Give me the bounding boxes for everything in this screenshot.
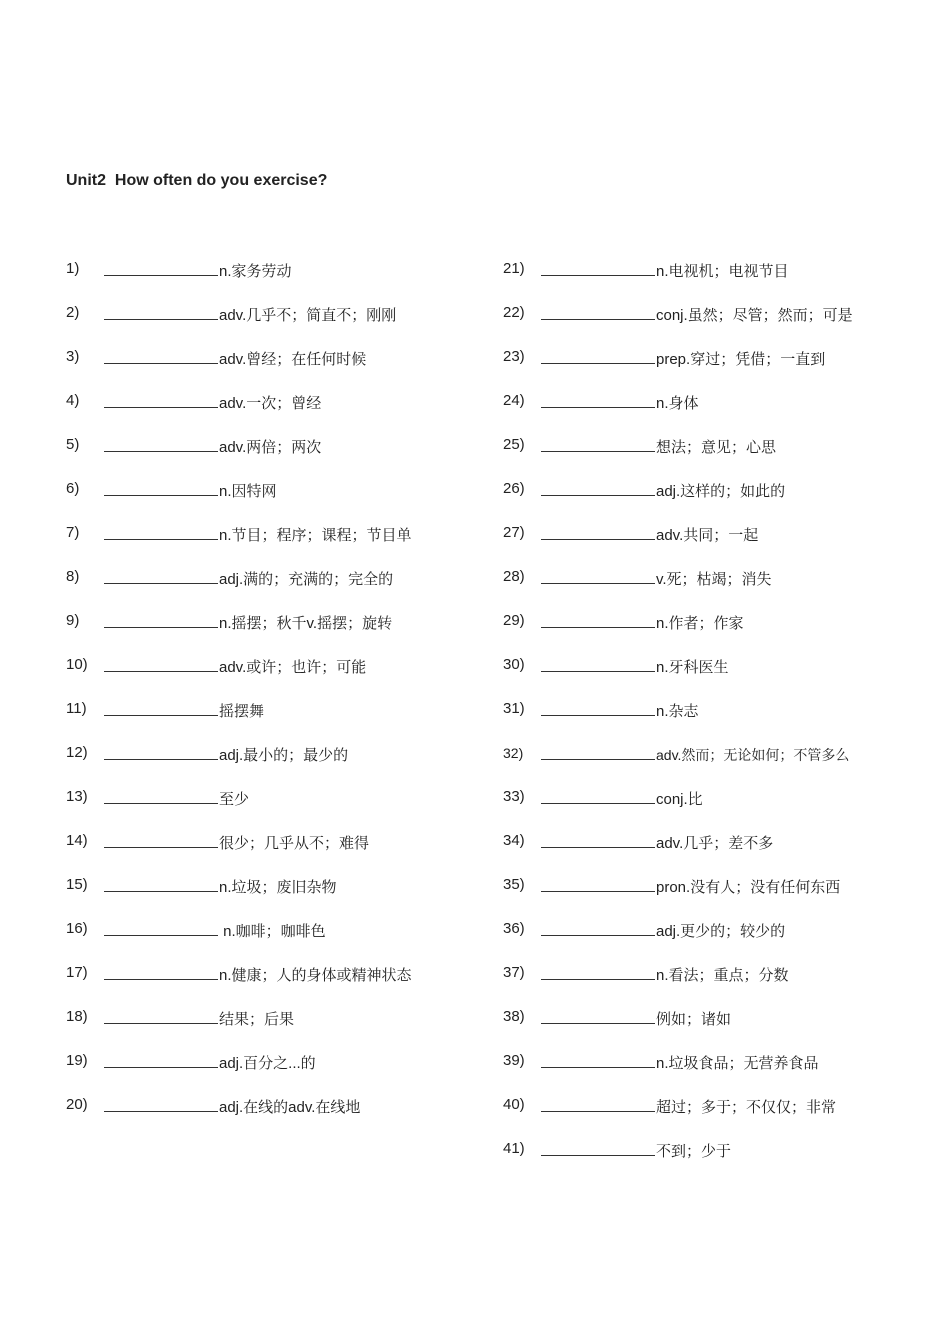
definition: n.健康；人的身体或精神状态 [219,967,412,984]
page-title: Unit2 How often do you exercise? [66,172,328,189]
item-number: 33) [503,788,525,805]
answer-blank[interactable] [541,610,655,628]
list-item [66,610,466,654]
definition: 想法；意见；心思 [656,439,777,456]
list-item [503,830,903,874]
answer-blank[interactable] [104,962,218,980]
definition: 例如；诸如 [656,1011,732,1028]
item-number: 28) [503,568,525,585]
list-item [66,698,466,742]
item-number: 4) [66,392,80,409]
list-item [66,1050,466,1094]
list-item [503,786,903,830]
definition: prep.穿过；凭借；一直到 [656,351,826,368]
definition: adv.一次；曾经 [219,395,322,412]
item-number: 29) [503,612,525,629]
item-number: 18) [66,1008,88,1025]
answer-blank[interactable] [104,742,218,760]
answer-blank[interactable] [104,830,218,848]
definition: n.咖啡；咖啡色 [219,923,326,940]
item-number: 25) [503,436,525,453]
list-item [66,346,466,390]
item-number: 1) [66,260,80,277]
definition: adj.最小的；最少的 [219,747,349,764]
item-number: 12) [66,744,88,761]
item-number: 32) [503,745,524,761]
definition: n.作者；作家 [656,615,744,632]
answer-blank[interactable] [541,698,655,716]
definition: adv.几乎；差不多 [656,835,774,852]
item-number: 15) [66,876,88,893]
item-number: 35) [503,876,525,893]
item-number: 16) [66,920,88,937]
list-item [66,830,466,874]
left-column [66,258,466,1138]
definition: n.垃圾食品；无营养食品 [656,1055,819,1072]
answer-blank[interactable] [541,1138,655,1156]
right-column [503,258,903,1182]
list-item [66,434,466,478]
definition: n.牙科医生 [656,659,729,676]
item-number: 2) [66,304,80,321]
answer-blank[interactable] [541,434,655,452]
list-item [66,918,466,962]
list-item [66,258,466,302]
definition: 很少；几乎从不；难得 [219,835,370,852]
definition: adj.这样的；如此的 [656,483,786,500]
definition: adv.或许；也许；可能 [219,659,367,676]
answer-blank[interactable] [104,874,218,892]
item-number: 26) [503,480,525,497]
list-item [503,1006,903,1050]
answer-blank[interactable] [541,478,655,496]
item-number: 10) [66,656,88,673]
answer-blank[interactable] [541,390,655,408]
list-item [503,610,903,654]
answer-blank[interactable] [541,566,655,584]
answer-blank[interactable] [541,302,655,320]
list-item [503,654,903,698]
definition: conj.比 [656,791,703,808]
item-number: 7) [66,524,80,541]
list-item [503,434,903,478]
item-number: 9) [66,612,80,629]
answer-blank[interactable] [104,258,218,276]
list-item [503,478,903,522]
answer-blank[interactable] [104,390,218,408]
definition: adv.共同；一起 [656,527,759,544]
answer-blank[interactable] [541,1006,655,1024]
list-item [66,742,466,786]
answer-blank[interactable] [541,918,655,936]
definition: adj.百分之...的 [219,1055,316,1072]
item-number: 23) [503,348,525,365]
list-item [503,346,903,390]
definition: conj.虽然；尽管；然而；可是 [656,307,853,324]
item-number: 20) [66,1096,88,1113]
answer-blank[interactable] [104,1094,218,1112]
item-number: 8) [66,568,80,585]
answer-blank[interactable] [541,1050,655,1068]
answer-blank[interactable] [541,258,655,276]
list-item [66,522,466,566]
list-item [66,302,466,346]
item-number: 38) [503,1008,525,1025]
definition: n.身体 [656,395,699,412]
list-item [503,1094,903,1138]
definition: 超过；多于；不仅仅；非常 [656,1099,837,1116]
answer-blank[interactable] [541,346,655,364]
answer-blank[interactable] [541,786,655,804]
list-item [66,566,466,610]
list-item [503,918,903,962]
item-number: 37) [503,964,525,981]
answer-blank[interactable] [104,1006,218,1024]
list-item [503,1138,903,1182]
item-number: 36) [503,920,525,937]
answer-blank[interactable] [104,654,218,672]
definition: n.节目；程序；课程；节目单 [219,527,412,544]
definition: n.因特网 [219,483,277,500]
answer-blank[interactable] [541,742,655,760]
definition: n.电视机；电视节目 [656,263,789,280]
answer-blank[interactable] [104,698,218,716]
definition: n.垃圾；废旧杂物 [219,879,337,896]
list-item [66,478,466,522]
definition: 至少 [219,791,250,808]
answer-blank[interactable] [104,786,218,804]
definition: adv.几乎不；简直不；刚刚 [219,307,397,324]
definition: pron.没有人；没有任何东西 [656,879,841,896]
definition: adj.满的；充满的；完全的 [219,571,394,588]
item-number: 14) [66,832,88,849]
answer-blank[interactable] [541,1094,655,1112]
item-number: 11) [66,700,87,717]
item-number: 3) [66,348,80,365]
definition: adv.两倍；两次 [219,439,322,456]
definition: adj.更少的；较少的 [656,923,786,940]
list-item [503,302,903,346]
list-item [503,742,903,786]
item-number: 40) [503,1096,525,1113]
list-item [66,654,466,698]
list-item [66,390,466,434]
answer-blank[interactable] [104,434,218,452]
item-number: 41) [503,1140,525,1157]
list-item [503,1050,903,1094]
list-item [66,1006,466,1050]
item-number: 22) [503,304,525,321]
list-item [66,1094,466,1138]
answer-blank[interactable] [104,566,218,584]
list-item [503,962,903,1006]
answer-blank[interactable] [104,522,218,540]
item-number: 27) [503,524,525,541]
item-number: 19) [66,1052,88,1069]
definition: n.家务劳动 [219,263,292,280]
answer-blank[interactable] [541,522,655,540]
definition: 摇摆舞 [219,703,265,720]
list-item [503,522,903,566]
definition: 不到；少于 [656,1143,732,1160]
answer-blank[interactable] [104,1050,218,1068]
list-item [66,786,466,830]
list-item [66,962,466,1006]
item-number: 31) [503,700,525,717]
list-item [503,390,903,434]
list-item [503,258,903,302]
list-item [503,566,903,610]
item-number: 34) [503,832,525,849]
item-number: 17) [66,964,88,981]
definition: adv.然而；无论如何；不管多么 [656,747,850,763]
item-number: 24) [503,392,525,409]
item-number: 5) [66,436,80,453]
item-number: 13) [66,788,88,805]
item-number: 39) [503,1052,525,1069]
definition: n.看法；重点；分数 [656,967,789,984]
item-number: 30) [503,656,525,673]
list-item [66,874,466,918]
definition: 结果；后果 [219,1011,295,1028]
answer-blank[interactable] [104,478,218,496]
answer-blank[interactable] [104,610,218,628]
definition: v.死；枯竭；消失 [656,571,772,588]
list-item [503,698,903,742]
definition: adj.在线的adv.在线地 [219,1099,361,1116]
definition: n.摇摆；秋千v.摇摆；旋转 [219,615,393,632]
answer-blank[interactable] [541,962,655,980]
answer-blank[interactable] [541,830,655,848]
answer-blank[interactable] [104,346,218,364]
list-item [503,874,903,918]
item-number: 21) [503,260,525,277]
answer-blank[interactable] [104,302,218,320]
answer-blank[interactable] [541,874,655,892]
definition: n.杂志 [656,703,699,720]
item-number: 6) [66,480,80,497]
answer-blank[interactable] [541,654,655,672]
answer-blank[interactable] [104,918,218,936]
definition: adv.曾经；在任何时候 [219,351,367,368]
